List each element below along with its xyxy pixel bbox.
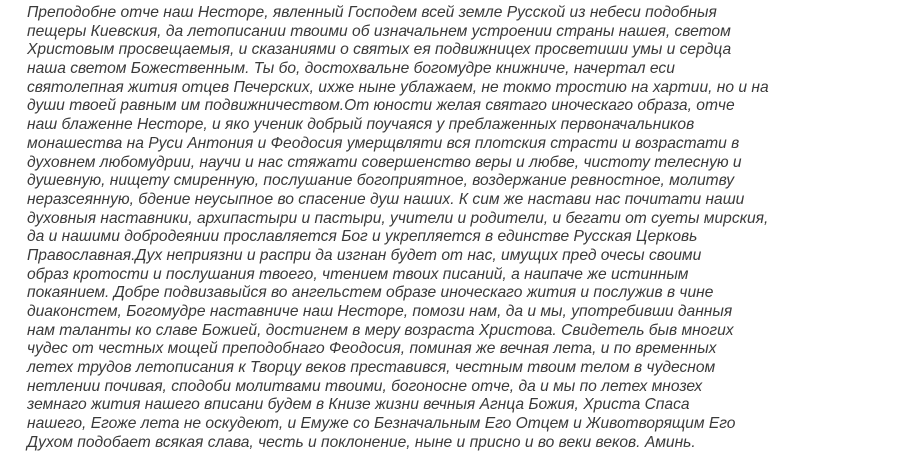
text-line: душевную, нищету смиренную, послушание богоприятное, воздержание ревностное, молитву [27,172,735,190]
text-line: святолепная жития отцев Печерских, ихже ныне ублажаем, не токмо тростию на хартии, но и на [27,78,769,96]
text-line: Православная.Дух неприязни и распри да изгнан будет от нас, имущих пред очесы своими [27,246,702,264]
text-line: Христовым просвещаемыя, и сказаниями о святых ея подвижницех просветиши умы и сердца [27,41,732,59]
text-line: духовнем любомудрии, научи и нас стяжати совершенство веры и любве, чистоту телесную и [27,153,742,171]
text-line: да и нашими добродеянии прославляется Бог и укрепляется в единстве Русская Церковь [27,228,698,246]
text-line: нам таланты ко славе Божией, достигнем в меру возраста Христова. Свидетель быв многих [27,321,734,339]
text-line: наша светом Божественным. Ты бо, достохвальне богомудре книжниче, начертал еси [27,60,675,78]
text-line: чудес от честных мощей преподобнаго Феодосия, поминая же вечная лета, и по временных [27,340,717,358]
prayer-text-block [27,4,887,453]
text-line: Преподобне отче наш Несторе, явленный Господем всей земле Русской из небеси подобныя [27,4,717,21]
text-line: летех трудов летописания к Творцу веков преставився, честным твоим телом в чудесном [27,359,716,377]
text-line: диаконстем, Богомудре наставниче наш Несторе, помози нам, да и мы, употребивши данныя [27,303,733,320]
text-line: образ кротости и послушания твоего, чтением твоих писаний, а наипаче же истинным [27,265,689,283]
text-line: нашего, Егоже лета не оскудеют, и Емуже со Безначальным Его Отцем и Животворящим Его [27,415,736,433]
text-line: наш блаженне Несторе, и яко ученик добрый поучаяся у преблаженных первоначальников [27,116,695,134]
text-line: пещеры Киевския, да летописании твоими об изначальнем устроении страны нашея, светом [27,22,731,40]
text-line: нетлении почивая, сподоби молитвами твоими, богоносне отче, да и мы по летех мнозех [27,377,703,395]
text-line: земнаго жития нашего вписани будем в Книзе жизни вечныя Агнца Божия, Христа Спаса [27,396,690,414]
text-line: неразсеянную, бдение неусыпное во спасение душ наших. К сим же настави нас почитати наши [27,190,745,208]
text-line: Духом подобает всякая слава, честь и поклонение, ныне и присно и во веки веков. Аминь. [27,433,696,451]
text-line: монашества на Руси Антония и Феодосия умерщвляти вся плотския страсти и возрастати в [27,134,740,152]
text-line: духовныя наставники, архипастыри и пастыри, учители и родители, и бегати от суеты мирския, [27,209,769,227]
text-line: покаянием. Добре подвизавыйся во ангельстем образе иноческаго жития и послужив в чине [27,284,714,302]
text-line: души твоей равным им подвижничеством.От юности желая святаго иноческаго образа, отче [27,97,735,115]
